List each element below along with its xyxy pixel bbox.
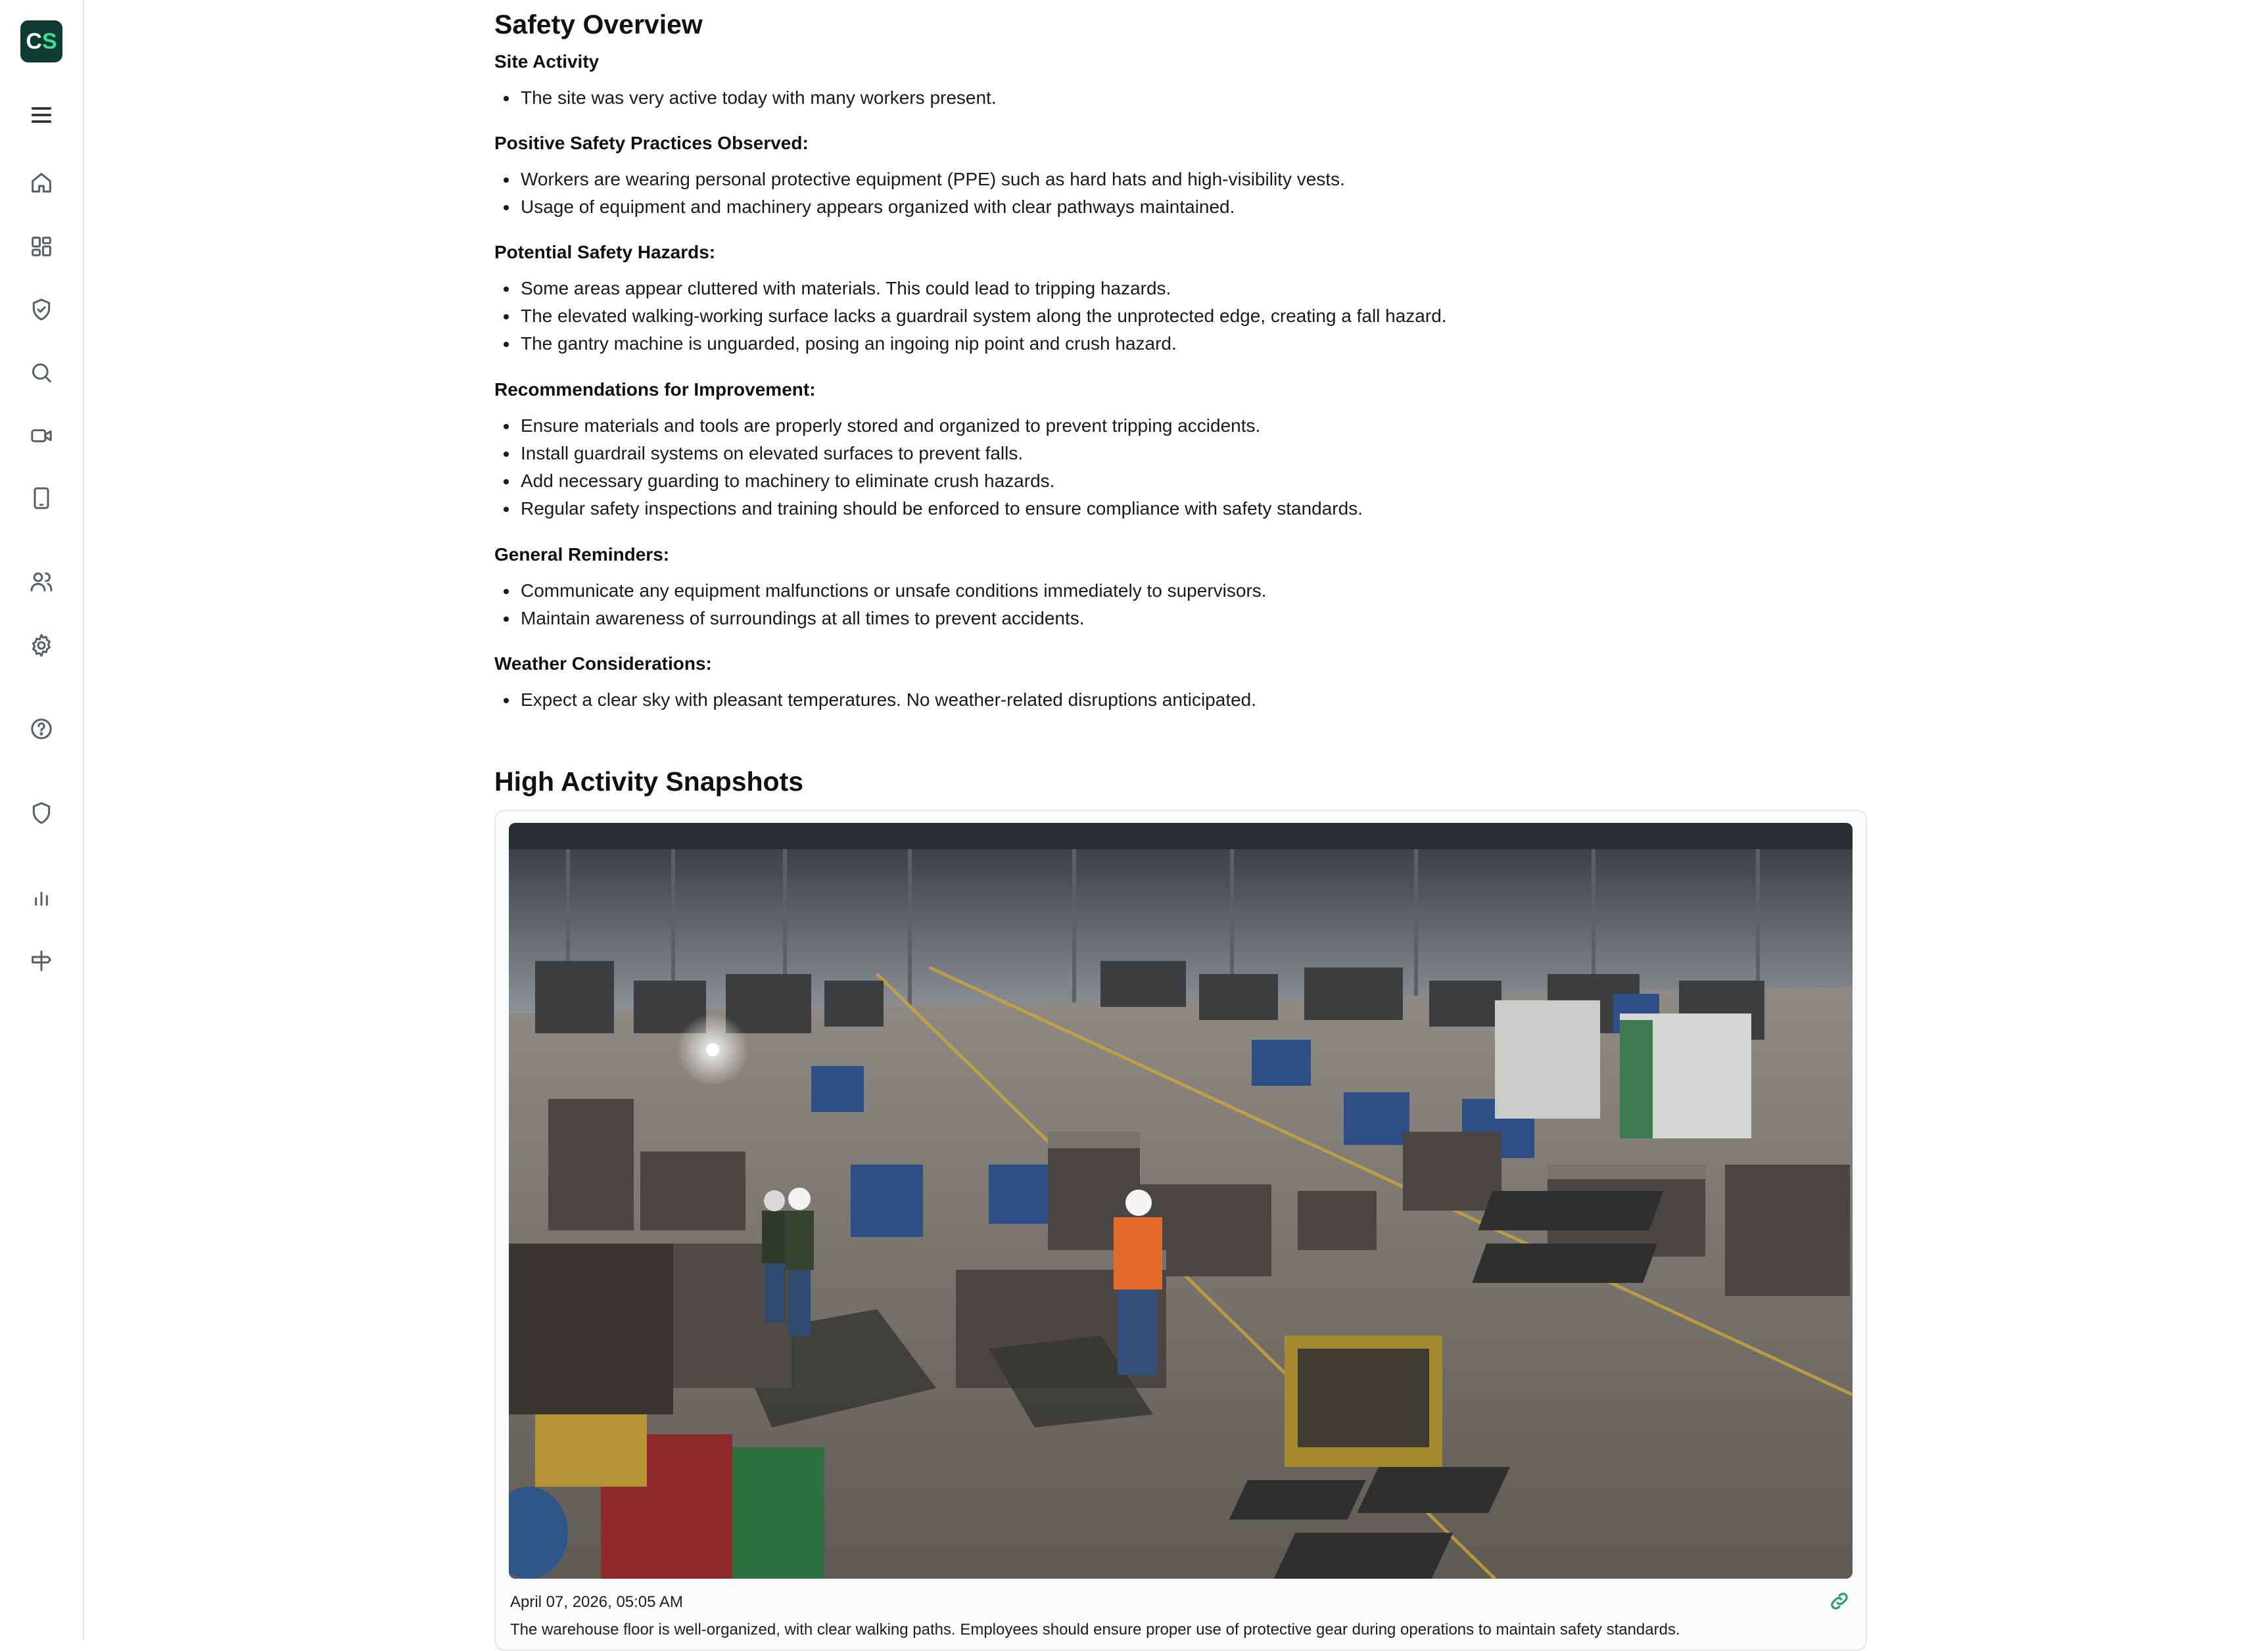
- users-icon[interactable]: [26, 567, 57, 597]
- list-item: Install guardrail systems on elevated surfaces to prevent falls.: [494, 440, 1363, 467]
- section-heading-recommendations: Recommendations for Improvement:: [494, 379, 816, 400]
- search-icon[interactable]: [26, 358, 57, 388]
- list-item: Add necessary guarding to machinery to eliminate crush hazards.: [494, 467, 1363, 495]
- gear-icon[interactable]: [26, 630, 57, 661]
- dashboard-icon[interactable]: [26, 231, 57, 262]
- sidebar: [0, 0, 84, 1640]
- list-item: Workers are wearing personal protective equipment (PPE) such as hard hats and high-visibility vests.: [494, 166, 1345, 193]
- list-item: Communicate any equipment malfunctions or unsafe conditions immediately to supervisors.: [494, 577, 1267, 605]
- video-camera-icon[interactable]: [26, 421, 57, 451]
- list-item: The site was very active today with many workers present.: [494, 84, 997, 112]
- general-reminders-list: [494, 577, 1267, 632]
- positive-practices-list: [494, 166, 1345, 221]
- link-icon[interactable]: [1826, 1588, 1853, 1614]
- list-item: Regular safety inspections and training should be enforced to ensure compliance with safety standards.: [494, 495, 1363, 523]
- site-activity-list: [494, 84, 997, 112]
- snapshots-title: High Activity Snapshots: [494, 766, 804, 797]
- logo-letter-c: C: [26, 28, 42, 54]
- snapshot-photo[interactable]: [509, 823, 1853, 1579]
- list-item: Usage of equipment and machinery appears organized with clear pathways maintained.: [494, 193, 1345, 221]
- app-logo[interactable]: [20, 20, 62, 62]
- section-heading-potential-hazards: Potential Safety Hazards:: [494, 242, 716, 262]
- shield-check-icon[interactable]: [26, 294, 57, 325]
- bar-chart-icon[interactable]: [26, 882, 57, 912]
- snapshot-caption: The warehouse floor is well-organized, with clear walking paths. Employees should ensure proper use of protective gear during operations to maintain safety standards.: [510, 1621, 1680, 1639]
- shield-icon[interactable]: [26, 798, 57, 828]
- page-title: Safety Overview: [494, 9, 703, 39]
- list-item: Some areas appear cluttered with materials. This could lead to tripping hazards.: [494, 275, 1447, 302]
- weather-list: [494, 686, 1256, 714]
- snapshot-card: [494, 810, 1867, 1651]
- list-item: Maintain awareness of surroundings at all times to prevent accidents.: [494, 605, 1267, 632]
- tablet-icon[interactable]: [26, 483, 57, 513]
- section-heading-general-reminders: General Reminders:: [494, 544, 670, 565]
- list-item: Ensure materials and tools are properly stored and organized to prevent tripping accidents.: [494, 412, 1363, 440]
- potential-hazards-list: [494, 275, 1447, 358]
- section-heading-site-activity: Site Activity: [494, 51, 600, 72]
- snapshot-timestamp: April 07, 2026, 05:05 AM: [510, 1593, 683, 1611]
- signpost-icon[interactable]: [26, 945, 57, 975]
- section-heading-positive-practices: Positive Safety Practices Observed:: [494, 133, 809, 153]
- list-item: Expect a clear sky with pleasant temperatures. No weather-related disruptions anticipated.: [494, 686, 1256, 714]
- logo-letter-s: S: [41, 28, 57, 54]
- recommendations-list: [494, 412, 1363, 523]
- menu-icon[interactable]: [26, 100, 57, 130]
- home-icon[interactable]: [26, 168, 57, 198]
- section-heading-weather: Weather Considerations:: [494, 653, 712, 674]
- help-icon[interactable]: [26, 714, 57, 744]
- list-item: The gantry machine is unguarded, posing an ingoing nip point and crush hazard.: [494, 330, 1447, 358]
- list-item: The elevated walking-working surface lacks a guardrail system along the unprotected edge, creating a fall hazard.: [494, 302, 1447, 330]
